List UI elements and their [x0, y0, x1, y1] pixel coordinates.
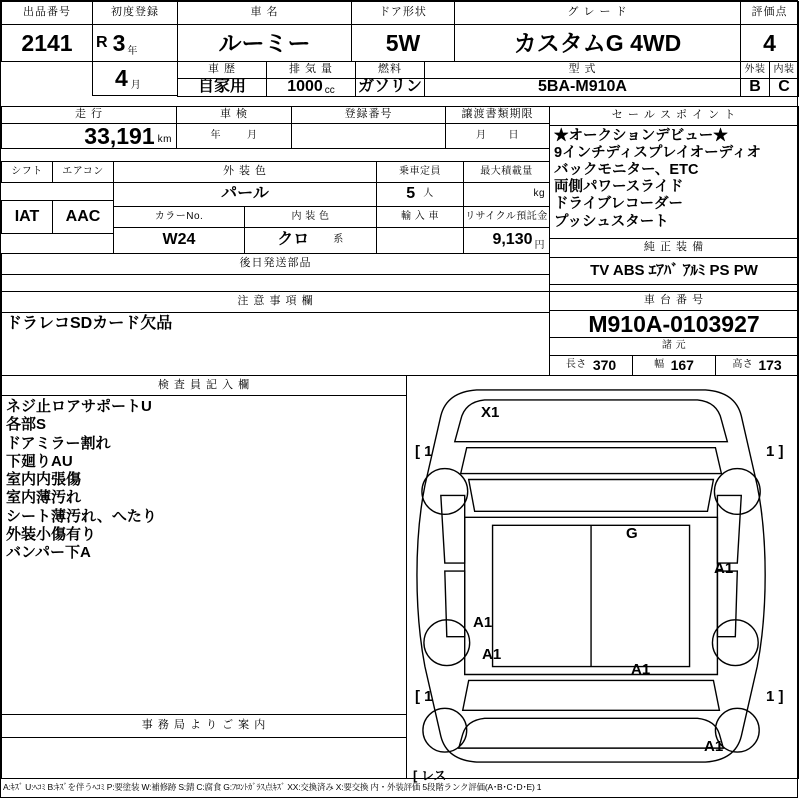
- displacement-label: 排 気 量: [266, 61, 356, 79]
- transfer-deadline-value: [445, 123, 550, 149]
- exterior-color-value: パール: [113, 182, 377, 207]
- transfer-day-unit: 日: [508, 129, 519, 141]
- first-registration-month: 4: [115, 65, 128, 92]
- sales-point-line: 9インチディスプレイオーディオ: [554, 145, 762, 162]
- interior-color-suffix: 系: [333, 234, 344, 246]
- interior-grade-label: 内装: [769, 61, 799, 79]
- seats-value-cell: [376, 182, 464, 207]
- length-label: 長さ: [565, 359, 587, 371]
- model-code-value: 5BA-M910A: [424, 78, 741, 97]
- import-value: [376, 227, 464, 254]
- first-registration-label: 初度登録: [92, 1, 178, 25]
- first-registration-value: [92, 24, 178, 62]
- inspector-line: ドアミラー割れ: [6, 434, 111, 452]
- height-label: 高さ: [732, 359, 754, 371]
- recycle-deposit-unit: 円: [534, 239, 545, 251]
- office-notice-title: 事 務 局 よ り ご 案 内: [1, 714, 407, 738]
- sales-point-line: 両側パワースライド: [554, 179, 684, 196]
- mileage-unit: km: [157, 133, 172, 145]
- chassis-number-value: M910A-0103927: [549, 310, 799, 338]
- exterior-grade-value: B: [740, 78, 770, 97]
- inspector-line: バンパー下A: [6, 544, 91, 562]
- inspector-line: 室内薄汚れ: [6, 489, 82, 507]
- width-label: 幅: [654, 359, 665, 371]
- length-cell: [549, 355, 633, 376]
- sales-point-line: ★オークションデビュー★: [554, 128, 728, 144]
- door-type-label: ドア形状: [351, 1, 455, 25]
- sales-point-line: プッシュスタート: [554, 213, 669, 230]
- mileage-label: 走 行: [1, 106, 177, 124]
- interior-color-label: 内 装 色: [244, 206, 377, 228]
- damage-mark: [ 1: [415, 443, 433, 460]
- model-code-label: 型 式: [424, 61, 741, 79]
- aircon-value: AAC: [52, 200, 114, 234]
- seats-label: 乗車定員: [376, 161, 464, 183]
- damage-mark: A1: [473, 614, 493, 631]
- first-registration-year-unit: 年: [127, 45, 138, 57]
- damage-mark: [ 1: [415, 688, 433, 705]
- import-label: 輸 入 車: [376, 206, 464, 228]
- lot-number-label: 出品番号: [1, 1, 93, 25]
- shaken-label: 車 検: [176, 106, 292, 124]
- sales-point-line: バックモニター、ETC: [554, 162, 699, 179]
- color-number-label: カラーNo.: [113, 206, 245, 228]
- notes-value: ドラレコSDカード欠品: [1, 312, 550, 376]
- later-parts-value: [1, 274, 550, 292]
- height-cell: [715, 355, 799, 376]
- width-value: 167: [670, 357, 694, 374]
- inspector-line: シート薄汚れ、へたり: [6, 507, 157, 525]
- shaken-year-unit: 年: [210, 129, 221, 141]
- sales-point-title: セ ー ル ス ポ イ ン ト: [549, 106, 799, 126]
- shaken-value-cell: [176, 123, 292, 149]
- sales-point-line: ドライブレコーダー: [554, 196, 684, 213]
- interior-color-value-cell: [244, 227, 377, 254]
- door-type-value: 5W: [351, 24, 455, 62]
- car-name-value: ルーミー: [177, 24, 352, 62]
- first-registration-year: 3: [112, 29, 126, 56]
- mileage-value: 33,191: [84, 123, 155, 149]
- shift-value: IAT: [1, 200, 53, 234]
- recycle-deposit-label: リサイクル預託金: [463, 206, 550, 228]
- fuel-label: 燃料: [355, 61, 425, 79]
- displacement-value-cell: [266, 78, 356, 97]
- grade-value: カスタムG 4WD: [454, 24, 741, 62]
- mileage-value-cell: [1, 123, 177, 149]
- inspector-line: 下廻りAU: [6, 452, 73, 470]
- color-number-value: W24: [113, 227, 245, 254]
- max-load-value-cell: [463, 182, 550, 207]
- inspector-body: [1, 395, 407, 715]
- max-load-unit: kg: [533, 188, 545, 200]
- car-name-label: 車 名: [177, 1, 352, 25]
- displacement-value: 1000: [287, 78, 323, 96]
- transfer-deadline-label: 譲渡書類期限: [445, 106, 550, 124]
- exterior-color-label: 外 装 色: [113, 161, 377, 183]
- dimensions-title: 諸 元: [549, 337, 799, 356]
- history-label: 車 歴: [177, 61, 267, 79]
- width-cell: [632, 355, 716, 376]
- first-registration-month-cell: [92, 61, 178, 96]
- inspector-title: 検 査 員 記 入 欄: [1, 375, 407, 396]
- max-load-label: 最大積載量: [463, 161, 550, 183]
- height-value: 173: [758, 357, 782, 374]
- score-label: 評価点: [740, 1, 799, 25]
- legend-footer: A:ｷｽﾞ U:ﾍｺﾐ B:ｷｽﾞを伴うﾍｺﾐ P:要塗装 W:補修跡 S:錆 C:腐食 G:ﾌﾛﾝﾄｶﾞﾗｽ点ｷｽﾞ XX:交換済み X:要交換 内・外装評価 5段階ランク評価(A･B･C･D･E) 1: [3, 782, 542, 792]
- inspector-line: 室内内張傷: [6, 471, 82, 489]
- inspector-line: 外装小傷有り: [6, 526, 97, 544]
- seats-unit: 人: [423, 188, 434, 200]
- registration-number-label: 登録番号: [291, 106, 446, 124]
- chassis-number-title: 車 台 番 号: [549, 291, 799, 311]
- fuel-value: ガソリン: [355, 78, 425, 97]
- damage-mark: X1: [481, 404, 500, 421]
- damage-mark: [ レス: [413, 768, 447, 783]
- recycle-deposit-value-cell: [463, 227, 550, 254]
- later-parts-label: 後日発送部品: [1, 253, 550, 275]
- exterior-grade-label: 外装: [740, 61, 770, 79]
- seats-value: 5: [406, 185, 416, 203]
- inspector-line: 各部S: [6, 416, 47, 434]
- notes-title: 注 意 事 項 欄: [1, 291, 550, 313]
- damage-mark: A1: [704, 738, 724, 755]
- office-notice-body: [1, 737, 407, 779]
- shaken-month-unit: 月: [247, 129, 258, 141]
- transfer-month-unit: 月: [476, 129, 487, 141]
- sales-point-body: [549, 125, 799, 239]
- first-registration-month-unit: 月: [130, 79, 142, 91]
- damage-mark: A1: [482, 646, 502, 663]
- lot-number-value: 2141: [1, 24, 93, 62]
- damage-mark: A1: [631, 661, 651, 678]
- equipment-value: TV ABS ｴｱﾊﾞ ｱﾙﾐ PS PW: [549, 257, 799, 285]
- first-registration-era: R: [96, 33, 108, 51]
- aircon-label: エアコン: [52, 161, 114, 183]
- registration-number-value: [291, 123, 446, 149]
- damage-mark: 1 ]: [766, 688, 784, 705]
- displacement-unit: cc: [324, 84, 335, 96]
- equipment-title: 純 正 装 備: [549, 238, 799, 258]
- damage-mark: A1: [714, 560, 734, 577]
- interior-grade-value: C: [769, 78, 799, 97]
- grade-label: グ レ ー ド: [454, 1, 741, 25]
- score-value: 4: [740, 24, 799, 62]
- shift-label: シフト: [1, 161, 53, 183]
- length-value: 370: [592, 357, 617, 374]
- inspector-line: ネジ止ロアサポートU: [6, 398, 152, 415]
- damage-mark: 1 ]: [766, 443, 784, 460]
- car-outline-svg: [407, 376, 798, 778]
- interior-color-value: クロ: [277, 231, 310, 249]
- car-damage-diagram: [406, 375, 799, 779]
- damage-mark: G: [626, 525, 638, 542]
- history-value: 自家用: [177, 78, 267, 97]
- recycle-deposit-value: 9,130: [492, 231, 533, 249]
